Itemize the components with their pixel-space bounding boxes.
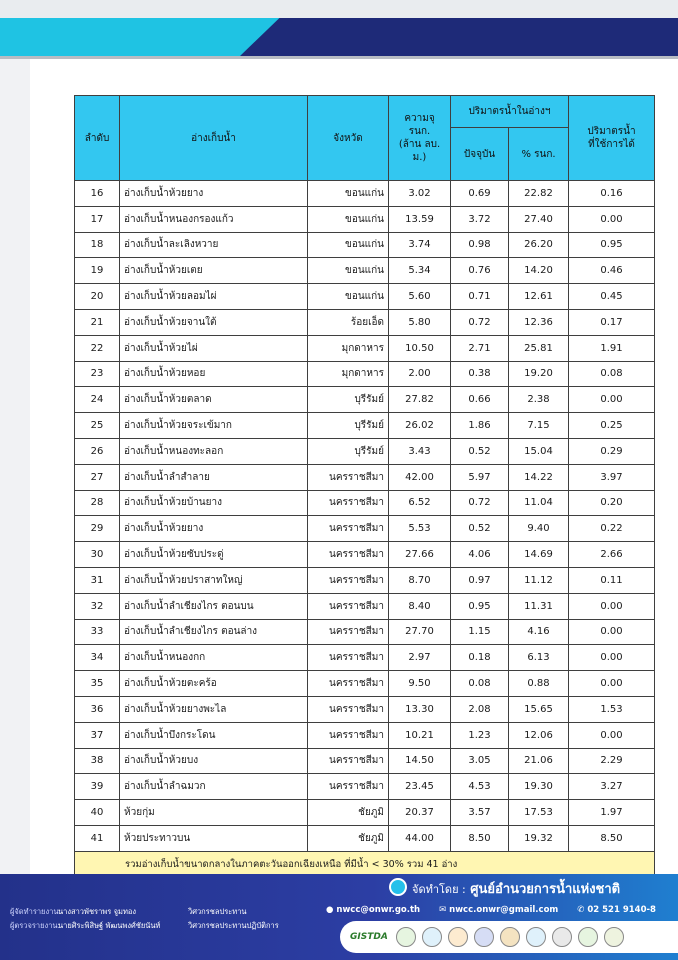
- reservoir-name: อ่างเก็บน้ำบึงกระโดน: [120, 722, 308, 748]
- province: นครราชสีมา: [308, 722, 389, 748]
- capacity: 2.00: [389, 361, 451, 387]
- reviewer-name: นายศิระพิสิษฐ์ พัฒนพงศ์ชัยนันท์: [58, 921, 161, 930]
- reservoir-name: อ่างเก็บน้ำห้วยซับประดู่: [120, 542, 308, 568]
- table-row: [75, 181, 655, 207]
- capacity: 20.37: [389, 800, 451, 826]
- percent-capacity: 9.40: [509, 516, 569, 542]
- usable-volume: 0.11: [569, 567, 655, 593]
- capacity: 5.53: [389, 516, 451, 542]
- nwcc-logo-icon: [389, 878, 407, 896]
- phone-link[interactable]: ✆ 02 521 9140-8: [577, 905, 656, 915]
- usable-volume: 0.00: [569, 206, 655, 232]
- reservoir-name: อ่างเก็บน้ำห้วยตลาด: [120, 387, 308, 413]
- row-number: 35: [75, 671, 120, 697]
- percent-capacity: 26.20: [509, 232, 569, 258]
- percent-capacity: 15.65: [509, 696, 569, 722]
- row-number: 38: [75, 748, 120, 774]
- header-usable-line2: ที่ใช้การได้: [588, 139, 635, 150]
- preparer-label: ผู้จัดทำรายงาน:: [10, 907, 61, 916]
- row-number: 19: [75, 258, 120, 284]
- province: นครราชสีมา: [308, 542, 389, 568]
- capacity: 23.45: [389, 774, 451, 800]
- current-volume: 4.06: [451, 542, 509, 568]
- capacity: 42.00: [389, 464, 451, 490]
- usable-volume: 1.91: [569, 335, 655, 361]
- row-number: 23: [75, 361, 120, 387]
- percent-capacity: 19.20: [509, 361, 569, 387]
- percent-capacity: 2.38: [509, 387, 569, 413]
- usable-volume: 0.16: [569, 181, 655, 207]
- table-row: [75, 490, 655, 516]
- reservoir-table: [74, 95, 655, 878]
- row-number: 39: [75, 774, 120, 800]
- reservoir-name: อ่างเก็บน้ำหนองกก: [120, 645, 308, 671]
- capacity: 27.70: [389, 619, 451, 645]
- usable-volume: 0.45: [569, 284, 655, 310]
- row-number: 36: [75, 696, 120, 722]
- usable-volume: 1.53: [569, 696, 655, 722]
- usable-volume: 0.20: [569, 490, 655, 516]
- capacity: 27.82: [389, 387, 451, 413]
- table-row: [75, 438, 655, 464]
- header-reservoir: อ่างเก็บน้ำ: [120, 96, 308, 181]
- table-row: [75, 464, 655, 490]
- capacity: 8.40: [389, 593, 451, 619]
- reservoir-name: อ่างเก็บน้ำห้วยหอย: [120, 361, 308, 387]
- row-number: 31: [75, 567, 120, 593]
- capacity: 9.50: [389, 671, 451, 697]
- usable-volume: 2.66: [569, 542, 655, 568]
- province: นครราชสีมา: [308, 593, 389, 619]
- percent-capacity: 21.06: [509, 748, 569, 774]
- row-number: 17: [75, 206, 120, 232]
- capacity: 2.97: [389, 645, 451, 671]
- reservoir-name: อ่างเก็บน้ำห้วยไผ่: [120, 335, 308, 361]
- province: บุรีรัมย์: [308, 438, 389, 464]
- percent-capacity: 14.20: [509, 258, 569, 284]
- usable-volume: 0.29: [569, 438, 655, 464]
- row-number: 33: [75, 619, 120, 645]
- usable-volume: 3.97: [569, 464, 655, 490]
- row-number: 25: [75, 413, 120, 439]
- current-volume: 2.71: [451, 335, 509, 361]
- current-volume: 0.08: [451, 671, 509, 697]
- row-number: 32: [75, 593, 120, 619]
- reservoir-name: อ่างเก็บน้ำห้วยยาง: [120, 181, 308, 207]
- reservoir-name: อ่างเก็บน้ำห้วยบง: [120, 748, 308, 774]
- partner-logos: [340, 921, 678, 953]
- row-number: 16: [75, 181, 120, 207]
- percent-capacity: 25.81: [509, 335, 569, 361]
- row-number: 29: [75, 516, 120, 542]
- table-row: [75, 619, 655, 645]
- header-current: ปัจจุบัน: [451, 128, 509, 181]
- current-volume: 5.97: [451, 464, 509, 490]
- province: นครราชสีมา: [308, 774, 389, 800]
- table-row: [75, 567, 655, 593]
- usable-volume: 8.50: [569, 825, 655, 851]
- header-banner-accent: [240, 18, 678, 56]
- capacity: 5.60: [389, 284, 451, 310]
- current-volume: 0.72: [451, 309, 509, 335]
- partner-logo-icon: [422, 927, 442, 947]
- province: นครราชสีมา: [308, 516, 389, 542]
- table-row: [75, 258, 655, 284]
- row-number: 27: [75, 464, 120, 490]
- province: มุกดาหาร: [308, 335, 389, 361]
- partner-logo-icon: [552, 927, 572, 947]
- reservoir-name: อ่างเก็บน้ำละเลิงหวาย: [120, 232, 308, 258]
- province: ร้อยเอ็ด: [308, 309, 389, 335]
- current-volume: 1.86: [451, 413, 509, 439]
- current-volume: 3.57: [451, 800, 509, 826]
- row-number: 22: [75, 335, 120, 361]
- capacity: 26.02: [389, 413, 451, 439]
- header-volume-group: ปริมาตรน้ำในอ่างฯ: [451, 96, 569, 128]
- page-margin: [0, 59, 30, 874]
- current-volume: 0.38: [451, 361, 509, 387]
- current-volume: 0.69: [451, 181, 509, 207]
- usable-volume: 0.00: [569, 593, 655, 619]
- gistda-logo: GISTDA: [350, 932, 388, 942]
- reservoir-name: ห้วยประทาวบน: [120, 825, 308, 851]
- table-row: [75, 748, 655, 774]
- current-volume: 0.52: [451, 516, 509, 542]
- province: ชัยภูมิ: [308, 800, 389, 826]
- percent-capacity: 11.31: [509, 593, 569, 619]
- header-divider: [0, 56, 678, 59]
- reviewer-label: ผู้ตรวจรายงาน:: [10, 921, 61, 930]
- capacity: 3.02: [389, 181, 451, 207]
- table-row: [75, 335, 655, 361]
- header-percent: % รนก.: [509, 128, 569, 181]
- table-row: [75, 774, 655, 800]
- current-volume: 0.95: [451, 593, 509, 619]
- preparer-name: นางสาวพัชราพร จูมทอง: [58, 907, 137, 916]
- reservoir-name: อ่างเก็บน้ำห้วยยาง: [120, 516, 308, 542]
- province: นครราชสีมา: [308, 696, 389, 722]
- usable-volume: 0.17: [569, 309, 655, 335]
- capacity: 14.50: [389, 748, 451, 774]
- capacity: 10.50: [389, 335, 451, 361]
- province: นครราชสีมา: [308, 464, 389, 490]
- header-usable: [569, 96, 655, 181]
- usable-volume: 0.46: [569, 258, 655, 284]
- table-row: [75, 671, 655, 697]
- reviewer-role: วิศวกรชลประทานปฏิบัติการ: [188, 921, 279, 930]
- usable-volume: 0.22: [569, 516, 655, 542]
- province: นครราชสีมา: [308, 490, 389, 516]
- capacity: 3.74: [389, 232, 451, 258]
- capacity: 13.30: [389, 696, 451, 722]
- reservoir-name: อ่างเก็บน้ำลำเชียงไกร ตอนล่าง: [120, 619, 308, 645]
- header-no: ลำดับ: [75, 96, 120, 181]
- capacity: 27.66: [389, 542, 451, 568]
- partner-logo-icon: [578, 927, 598, 947]
- table-row: [75, 542, 655, 568]
- usable-volume: 0.00: [569, 671, 655, 697]
- phone: 02 521 9140-8: [587, 905, 656, 915]
- percent-capacity: 14.69: [509, 542, 569, 568]
- summary-text: รวมอ่างเก็บน้ำขนาดกลางในภาคตะวันออกเฉียงเหนือ ที่มีน้ำ < 30% รวม 41 อ่าง: [75, 851, 655, 877]
- usable-volume: 0.00: [569, 387, 655, 413]
- current-volume: 0.66: [451, 387, 509, 413]
- usable-volume: 0.00: [569, 619, 655, 645]
- partner-logo-icon: [474, 927, 494, 947]
- row-number: 20: [75, 284, 120, 310]
- table-row: [75, 206, 655, 232]
- province: นครราชสีมา: [308, 645, 389, 671]
- capacity: 44.00: [389, 825, 451, 851]
- reservoir-name: ห้วยกุ่ม: [120, 800, 308, 826]
- current-volume: 0.97: [451, 567, 509, 593]
- usable-volume: 1.97: [569, 800, 655, 826]
- table-body: [75, 181, 655, 852]
- header-capacity-line3: (ล้าน ลบ.: [398, 139, 441, 150]
- row-number: 40: [75, 800, 120, 826]
- percent-capacity: 19.30: [509, 774, 569, 800]
- header-province: จังหวัด: [308, 96, 389, 181]
- table-row: [75, 232, 655, 258]
- row-number: 41: [75, 825, 120, 851]
- reservoir-name: อ่างเก็บน้ำหนองทะลอก: [120, 438, 308, 464]
- province: ขอนแก่น: [308, 181, 389, 207]
- organization: [412, 878, 620, 899]
- row-number: 30: [75, 542, 120, 568]
- header-capacity-line1: ความจุ: [404, 113, 435, 124]
- email-2: nwcc.onwr@gmail.com: [449, 905, 559, 915]
- table-row: [75, 645, 655, 671]
- percent-capacity: 27.40: [509, 206, 569, 232]
- usable-volume: 3.27: [569, 774, 655, 800]
- reservoir-name: อ่างเก็บน้ำห้วยเตย: [120, 258, 308, 284]
- province: นครราชสีมา: [308, 671, 389, 697]
- current-volume: 3.05: [451, 748, 509, 774]
- table-row: [75, 284, 655, 310]
- current-volume: 0.76: [451, 258, 509, 284]
- reservoir-name: อ่างเก็บน้ำห้วยตะคร้อ: [120, 671, 308, 697]
- capacity: 13.59: [389, 206, 451, 232]
- header-capacity-line2: รนก.: [408, 126, 431, 137]
- reservoir-name: อ่างเก็บน้ำห้วยยางพะไล: [120, 696, 308, 722]
- contacts: [326, 905, 672, 915]
- table-row: [75, 696, 655, 722]
- reservoir-name: อ่างเก็บน้ำลำฉมวก: [120, 774, 308, 800]
- reservoir-name: อ่างเก็บน้ำห้วยจานใต้: [120, 309, 308, 335]
- percent-capacity: 22.82: [509, 181, 569, 207]
- table-row: [75, 361, 655, 387]
- province: นครราชสีมา: [308, 567, 389, 593]
- capacity: 5.34: [389, 258, 451, 284]
- percent-capacity: 0.88: [509, 671, 569, 697]
- partner-logo-icon: [448, 927, 468, 947]
- table-row: [75, 825, 655, 851]
- province: ขอนแก่น: [308, 232, 389, 258]
- table-row: [75, 387, 655, 413]
- header-capacity: [389, 96, 451, 181]
- row-number: 18: [75, 232, 120, 258]
- province: นครราชสีมา: [308, 619, 389, 645]
- province: ขอนแก่น: [308, 258, 389, 284]
- row-number: 24: [75, 387, 120, 413]
- capacity: 8.70: [389, 567, 451, 593]
- percent-capacity: 4.16: [509, 619, 569, 645]
- percent-capacity: 19.32: [509, 825, 569, 851]
- current-volume: 4.53: [451, 774, 509, 800]
- preparer-row: [10, 906, 247, 918]
- preparer-role: วิศวกรชลประทาน: [188, 907, 247, 916]
- usable-volume: 0.25: [569, 413, 655, 439]
- top-band: [0, 0, 678, 18]
- percent-capacity: 12.36: [509, 309, 569, 335]
- table-row: [75, 516, 655, 542]
- current-volume: 1.23: [451, 722, 509, 748]
- province: ขอนแก่น: [308, 284, 389, 310]
- percent-capacity: 11.12: [509, 567, 569, 593]
- org-name: ศูนย์อำนวยการน้ำแห่งชาติ: [470, 882, 621, 897]
- province: ขอนแก่น: [308, 206, 389, 232]
- table-row: [75, 413, 655, 439]
- partner-logo-icon: [526, 927, 546, 947]
- current-volume: 2.08: [451, 696, 509, 722]
- usable-volume: 0.00: [569, 645, 655, 671]
- province: บุรีรัมย์: [308, 413, 389, 439]
- province: บุรีรัมย์: [308, 387, 389, 413]
- row-number: 34: [75, 645, 120, 671]
- header-capacity-line4: ม.): [412, 152, 427, 163]
- percent-capacity: 11.04: [509, 490, 569, 516]
- reservoir-name: อ่างเก็บน้ำลำสำลาย: [120, 464, 308, 490]
- table-row: [75, 309, 655, 335]
- province: ชัยภูมิ: [308, 825, 389, 851]
- header-usable-line1: ปริมาตรน้ำ: [587, 126, 636, 137]
- capacity: 10.21: [389, 722, 451, 748]
- reservoir-name: อ่างเก็บน้ำลำเชียงไกร ตอนบน: [120, 593, 308, 619]
- capacity: 5.80: [389, 309, 451, 335]
- capacity: 3.43: [389, 438, 451, 464]
- reservoir-name: อ่างเก็บน้ำห้วยบ้านยาง: [120, 490, 308, 516]
- row-number: 37: [75, 722, 120, 748]
- reservoir-name: อ่างเก็บน้ำห้วยลอมไผ่: [120, 284, 308, 310]
- current-volume: 0.72: [451, 490, 509, 516]
- org-prefix: จัดทำโดย :: [412, 883, 466, 896]
- percent-capacity: 17.53: [509, 800, 569, 826]
- percent-capacity: 7.15: [509, 413, 569, 439]
- current-volume: 0.98: [451, 232, 509, 258]
- partner-logo-icon: [396, 927, 416, 947]
- row-number: 28: [75, 490, 120, 516]
- percent-capacity: 14.22: [509, 464, 569, 490]
- table-row: [75, 722, 655, 748]
- percent-capacity: 12.61: [509, 284, 569, 310]
- row-number: 26: [75, 438, 120, 464]
- province: นครราชสีมา: [308, 748, 389, 774]
- percent-capacity: 12.06: [509, 722, 569, 748]
- usable-volume: 0.08: [569, 361, 655, 387]
- row-number: 21: [75, 309, 120, 335]
- email-link-1[interactable]: ● nwcc@onwr.go.th: [326, 905, 421, 915]
- current-volume: 0.52: [451, 438, 509, 464]
- province: มุกดาหาร: [308, 361, 389, 387]
- usable-volume: 2.29: [569, 748, 655, 774]
- email-1: nwcc@onwr.go.th: [336, 905, 421, 915]
- table-row: [75, 800, 655, 826]
- reservoir-name: อ่างเก็บน้ำหนองกรองแก้ว: [120, 206, 308, 232]
- reservoir-name: อ่างเก็บน้ำห้วยจระเข้มาก: [120, 413, 308, 439]
- partner-logo-icon: [604, 927, 624, 947]
- usable-volume: 0.00: [569, 722, 655, 748]
- reservoir-name: อ่างเก็บน้ำห้วยปราสาทใหญ่: [120, 567, 308, 593]
- current-volume: 0.18: [451, 645, 509, 671]
- usable-volume: 0.95: [569, 232, 655, 258]
- current-volume: 0.71: [451, 284, 509, 310]
- capacity: 6.52: [389, 490, 451, 516]
- current-volume: 8.50: [451, 825, 509, 851]
- current-volume: 1.15: [451, 619, 509, 645]
- email-link-2[interactable]: ✉ nwcc.onwr@gmail.com: [439, 905, 559, 915]
- table-row: [75, 593, 655, 619]
- partner-logo-icon: [500, 927, 520, 947]
- percent-capacity: 6.13: [509, 645, 569, 671]
- reviewer-row: [10, 920, 279, 932]
- current-volume: 3.72: [451, 206, 509, 232]
- percent-capacity: 15.04: [509, 438, 569, 464]
